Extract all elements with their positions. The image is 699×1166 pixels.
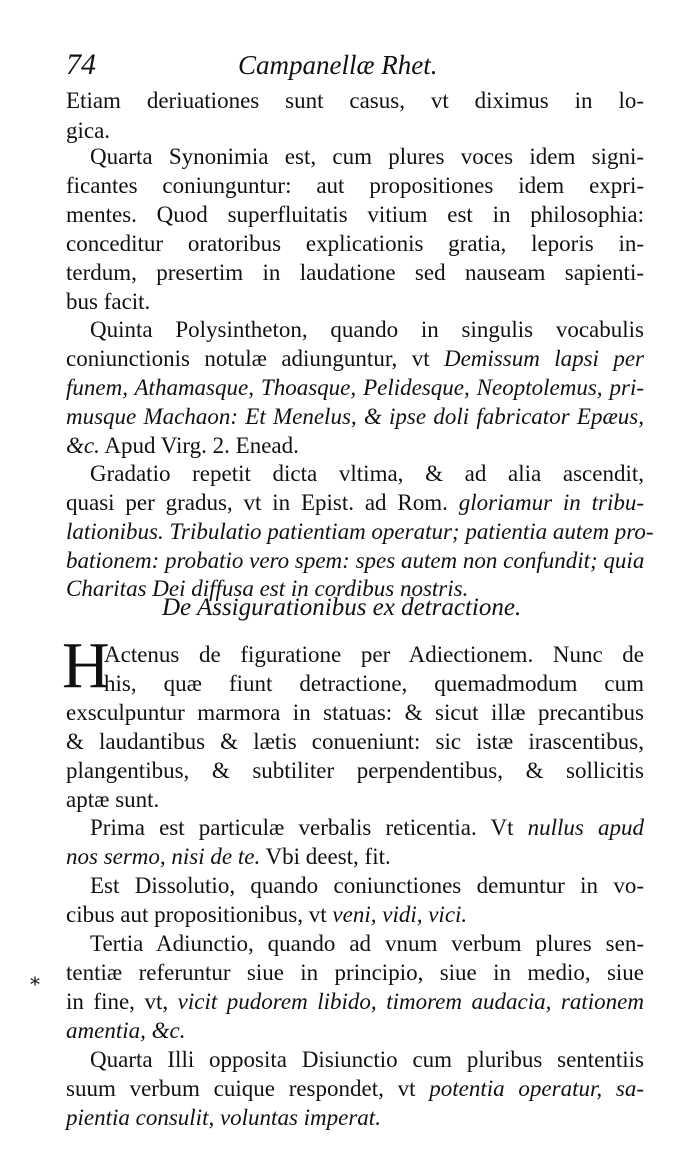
margin-mark-icon: ⁎ xyxy=(30,968,40,990)
text-line: plangentibus, & subtiliter perpendentibus, & sollicitis xyxy=(66,758,644,783)
text-line xyxy=(66,987,644,1017)
text-line: tentiæ referuntur siue in principio, siue in medio, siue xyxy=(66,960,644,985)
text-span: quasi per gradus, vt in Epist. ad Rom. xyxy=(66,490,459,515)
text-line: Actenus de figuratione per Adiectionem. Nunc de xyxy=(104,642,644,667)
text-line: Est Dissolutio, quando coniunctiones demuntur in vo- xyxy=(90,873,644,898)
quotation-span: &c. xyxy=(66,433,100,458)
text-line: bus facit. xyxy=(66,289,151,314)
quotation-line: funem, Athamasque, Thoasque, Pelidesque, Neoptolemus, pri- xyxy=(66,375,644,400)
quotation-line: Charitas Dei diffusa est in cordibus nostris. xyxy=(66,576,469,601)
text-line: Gradatio repetit dicta vltima, & ad alia ascendit, xyxy=(90,461,644,486)
quotation-line: amentia, &c. xyxy=(66,1018,186,1043)
section-heading: De Assigurationibus ex detractione. xyxy=(162,594,522,621)
text-span: suum verbum cuique respondet, vt xyxy=(66,1076,430,1101)
text-line: Etiam deriuationes sunt casus, vt diximus in lo- xyxy=(66,88,644,113)
text-line: Quinta Polysintheton, quando in singulis vocabulis xyxy=(90,317,644,342)
text-line: terdum, presertim in laudatione sed nauseam sapienti- xyxy=(66,260,644,285)
text-line: ficantes coniunguntur: aut propositiones idem expri- xyxy=(66,173,644,198)
quotation-span: gloriamur in tribu- xyxy=(458,490,644,515)
text-line: conceditur oratoribus explicationis gratia, leporis in- xyxy=(66,231,644,256)
drop-capital: H xyxy=(62,629,110,702)
quotation-span: veni, vidi, vici. xyxy=(332,902,468,927)
quotation-line: bationem: probatio vero spem: spes autem non confundit; quia xyxy=(66,548,645,573)
quotation-line: musque Machaon: Et Menelus, & ipse doli fabricator Epæus, xyxy=(66,404,644,429)
page-number: 74 xyxy=(66,48,96,81)
quotation-line: pientia consulit, voluntas imperat. xyxy=(66,1105,381,1130)
text-line: aptæ sunt. xyxy=(66,787,160,812)
quotation-span: vicit pudorem libido, timorem audacia, rationem xyxy=(177,989,644,1014)
text-span: Prima est particulæ verbalis reticentia. Vt xyxy=(90,815,528,840)
quotation-span: potentia operatur, sa- xyxy=(429,1076,644,1101)
text-line xyxy=(66,1074,644,1104)
text-line: Tertia Adiunctio, quando ad vnum verbum plures sen- xyxy=(90,931,644,956)
quotation-span: nos sermo, nisi de te. xyxy=(66,844,261,869)
text-span: Apud Virg. 2. Enead. xyxy=(99,433,299,458)
text-line: & laudantibus & lætis conueniunt: sic istæ irascentibus, xyxy=(66,729,644,754)
text-line: Quarta Illi opposita Disiunctio cum pluribus sententiis xyxy=(90,1047,644,1072)
text-span: in fine, vt, xyxy=(66,989,178,1014)
text-line xyxy=(66,900,644,930)
quotation-line: lationibus. Tribulatio patientiam operatur; patientia autem pro- xyxy=(66,519,654,544)
running-title: Campanellæ Rhet. xyxy=(238,50,438,80)
text-line: Quarta Synonimia est, cum plures voces idem signi- xyxy=(90,144,644,169)
text-line xyxy=(66,344,644,374)
text-line xyxy=(66,488,644,518)
quotation-span: nullus apud xyxy=(527,815,644,840)
text-line: gica. xyxy=(66,118,111,143)
text-line: his, quæ fiunt detractione, quemadmodum cum xyxy=(104,671,644,696)
text-line xyxy=(90,813,644,843)
text-line xyxy=(66,431,644,461)
text-line: mentes. Quod superfluitatis vitium est in philosophia: xyxy=(66,202,644,227)
quotation-span: Demissum lapsi per xyxy=(443,346,644,371)
text-span: Vbi deest, fit. xyxy=(260,844,391,869)
text-span: coniunctionis notulæ adiunguntur, vt xyxy=(66,346,444,371)
text-line xyxy=(66,842,644,872)
text-span: cibus aut propositionibus, vt xyxy=(66,902,333,927)
text-line: exsculpuntur marmora in statuas: & sicut illæ precantibus xyxy=(66,700,644,725)
